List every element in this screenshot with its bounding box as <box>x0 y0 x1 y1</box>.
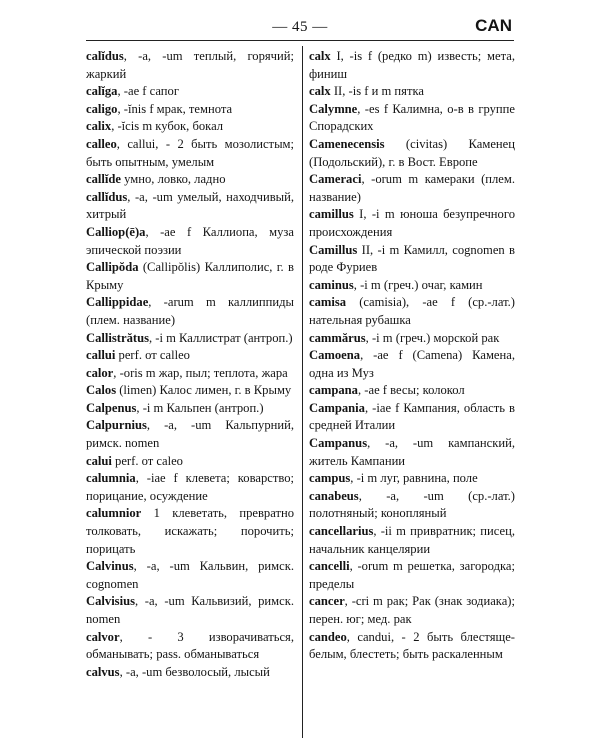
entry-definition: , -ae f сапог <box>117 84 180 99</box>
dictionary-entry <box>86 453 294 471</box>
entry-headword: callĭdus <box>86 189 128 204</box>
dictionary-entry <box>309 83 515 101</box>
entry-definition: , -orum m решетка, загородка; пределы <box>309 559 515 591</box>
dictionary-entry <box>86 400 294 418</box>
entry-headword: Camoena <box>309 348 361 363</box>
dictionary-entry <box>86 48 294 83</box>
entry-definition: 1 клеветать, превратно толковать, искажать; порочить; порицать <box>86 506 294 556</box>
dictionary-entry <box>86 259 294 294</box>
entry-definition: II, -i m Камилл, cognomen в роде Фуриев <box>309 242 515 275</box>
dictionary-entry <box>86 347 294 365</box>
entry-definition: (civitas) Каменец (Подольский), г. в Вост. Европе <box>309 136 515 169</box>
entry-headword: Campanus <box>309 436 368 451</box>
dictionary-entry <box>86 593 294 628</box>
dictionary-entry <box>86 101 294 119</box>
dictionary-entry <box>86 224 294 259</box>
entry-headword: candeo <box>309 629 347 644</box>
dictionary-entry <box>86 189 294 224</box>
entry-definition: I, -i m юноша безупречного происхождения <box>309 207 515 239</box>
entry-definition: , -a, -um Кальвин, римск. cognomen <box>86 559 294 591</box>
dictionary-entry <box>86 294 294 329</box>
entry-definition: , -a, -um Кальвизий, римск. nomen <box>86 594 294 626</box>
entry-headword: cancer <box>309 594 345 609</box>
entry-definition: , -ae f (Camena) Камена, одна из Муз <box>309 348 515 380</box>
dictionary-entry <box>86 382 294 400</box>
dictionary-entry <box>309 136 515 171</box>
dictionary-entry <box>309 435 515 470</box>
dictionary-entry <box>86 664 294 682</box>
entry-headword: Calos <box>86 383 117 398</box>
entry-headword: calui <box>86 453 112 468</box>
dictionary-entry <box>86 365 294 383</box>
entry-headword: calumnior <box>86 506 142 521</box>
entry-definition: , -es f Калимна, о-в в группе Спорадских <box>309 101 515 134</box>
right-column <box>309 48 515 664</box>
entry-headword: calx <box>309 49 331 63</box>
dictionary-entry <box>309 470 515 488</box>
entry-headword: calx <box>309 84 331 99</box>
entry-definition: perf. от caleo <box>111 453 183 468</box>
entry-headword: calĭdus <box>86 49 124 63</box>
entry-headword: Callistrătus <box>86 330 149 345</box>
entry-definition: II, -is f и m пятка <box>330 84 424 99</box>
entry-definition: (camisia), -ae f (ср.-лат.) нательная рубашка <box>309 295 515 327</box>
entry-definition: (limen) Калос лимен, г. в Крыму <box>116 383 292 398</box>
entry-headword: Callipŏda <box>86 260 139 275</box>
entry-definition: , -iae f клевета; коварство; порицание, осуждение <box>86 471 294 503</box>
entry-definition: , -i m луг, равнина, поле <box>350 471 478 486</box>
entry-headword: campus <box>309 471 351 486</box>
entry-definition: I, -is f (редко m) известь; мета, финиш <box>309 49 515 81</box>
entry-headword: Camenecensis <box>309 136 385 151</box>
entry-headword: Cameraci <box>309 172 362 187</box>
entry-headword: Calliop(ē)a <box>86 224 146 239</box>
entry-headword: calumnia <box>86 471 136 486</box>
entry-headword: Calpurnius <box>86 418 147 433</box>
entry-definition: , -ii m привратник; писец, начальник канцелярии <box>309 524 515 556</box>
entry-definition: , callui, - 2 быть мозолистым; быть опытным, умелым <box>86 136 294 169</box>
dictionary-entry <box>309 330 515 348</box>
dictionary-entry <box>309 277 515 295</box>
entry-definition: , -a, -um Кальпурний, римск. nomen <box>86 418 294 451</box>
entry-headword: calix <box>86 119 112 134</box>
column-divider <box>302 46 303 738</box>
entry-definition: , -a, -um (ср.-лат.) полотняный; конопляный <box>309 488 515 521</box>
entry-definition: , -iae f Кампания, область в средней Италии <box>309 400 515 433</box>
page-header <box>0 0 600 50</box>
entry-headword: caminus <box>309 277 354 292</box>
entry-definition: , -orum m камераки (плем. название) <box>309 172 515 204</box>
entry-definition: perf. от calleo <box>115 348 190 363</box>
entry-definition: , -ae f весы; колокол <box>357 383 465 398</box>
dictionary-entry <box>86 558 294 593</box>
entry-definition: , -ĭnis f мрак, темнота <box>117 101 233 116</box>
dictionary-entry <box>309 101 515 136</box>
entry-headword: caligo <box>86 101 118 116</box>
entry-definition: , -oris m жар, пыл; теплота, жара <box>113 365 288 380</box>
entry-definition: , -i m (греч.) очаг, камин <box>353 277 483 292</box>
entry-headword: calvor <box>86 629 120 644</box>
dictionary-entry <box>309 523 515 558</box>
entry-headword: calvus <box>86 664 120 679</box>
dictionary-entry <box>86 171 294 189</box>
entry-definition: , -i m (греч.) морской рак <box>365 330 500 345</box>
dictionary-entry <box>86 330 294 348</box>
dictionary-entry <box>86 629 294 664</box>
entry-definition: , - 3 изворачиваться, обманывать; pass. обманываться <box>86 629 294 662</box>
entry-definition: умно, ловко, ладно <box>120 172 226 187</box>
dictionary-entry <box>309 593 515 628</box>
entry-headword: campana <box>309 383 358 398</box>
entry-headword: Campania <box>309 400 365 415</box>
dictionary-entry <box>309 294 515 329</box>
entry-headword: canabeus <box>309 488 359 503</box>
dictionary-entry <box>309 629 515 664</box>
entry-definition: , -a, -um безволосый, лысый <box>119 664 270 679</box>
dictionary-entry <box>86 505 294 558</box>
dictionary-entry <box>309 48 515 83</box>
entry-headword: calleo <box>86 136 117 151</box>
entry-headword: Calvinus <box>86 559 134 574</box>
dictionary-entry <box>86 136 294 171</box>
entry-headword: camillus <box>309 207 354 222</box>
entry-headword: Camillus <box>309 242 358 257</box>
dictionary-entry <box>86 470 294 505</box>
dictionary-entry <box>309 488 515 523</box>
entry-definition: , -ae f Каллиопа, муза эпической поэзии <box>86 224 294 257</box>
entry-definition: , -i m Каллистрат (антроп.) <box>148 330 293 345</box>
entry-headword: cammărus <box>309 330 366 345</box>
dictionary-entry <box>309 242 515 277</box>
entry-definition: , candui, - 2 быть блестяще-белым, блестеть; быть раскаленным <box>309 629 515 662</box>
dictionary-entry <box>309 206 515 241</box>
dictionary-entry <box>309 558 515 593</box>
entry-definition: (Callipŏlis) Каллиполис, г. в Крыму <box>86 260 294 292</box>
entry-definition: , -ĭcis m кубок, бокал <box>111 119 224 134</box>
dictionary-entry <box>86 118 294 136</box>
entry-headword: Calymne <box>309 101 358 116</box>
dictionary-entry <box>309 382 515 400</box>
entry-definition: , -a, -um кампанский, житель Кампании <box>309 436 515 468</box>
entry-definition: , -cri m рак; Рак (знак зодиака); перен. юг; мед. рак <box>309 594 515 626</box>
entry-definition: , -arum m каллиппиды (плем. название) <box>86 295 294 327</box>
entry-headword: Calpenus <box>86 400 137 415</box>
entry-definition: , -a, -um умелый, находчивый, хитрый <box>86 189 294 222</box>
entry-headword: cancellarius <box>309 524 374 539</box>
entry-headword: callui <box>86 348 116 363</box>
entry-headword: cancelli <box>309 559 350 574</box>
entry-headword: Callippidae <box>86 295 149 310</box>
entry-definition: , -i m Кальпен (антроп.) <box>136 400 264 415</box>
left-column <box>86 48 294 681</box>
dictionary-entry <box>309 400 515 435</box>
entry-headword: calor <box>86 365 114 380</box>
dictionary-entry <box>309 171 515 206</box>
entry-definition: , -a, -um теплый, горячий; жаркий <box>86 49 294 81</box>
dictionary-entry <box>309 347 515 382</box>
dictionary-entry <box>86 83 294 101</box>
entry-headword: callĭde <box>86 172 121 187</box>
entry-headword: calĭga <box>86 84 118 99</box>
entry-headword: Calvisius <box>86 594 135 609</box>
dictionary-entry <box>86 417 294 452</box>
page-number: — 45 — <box>272 19 328 35</box>
running-head: CAN <box>475 16 512 35</box>
entry-headword: camisa <box>309 295 347 310</box>
header-rule <box>86 40 514 41</box>
